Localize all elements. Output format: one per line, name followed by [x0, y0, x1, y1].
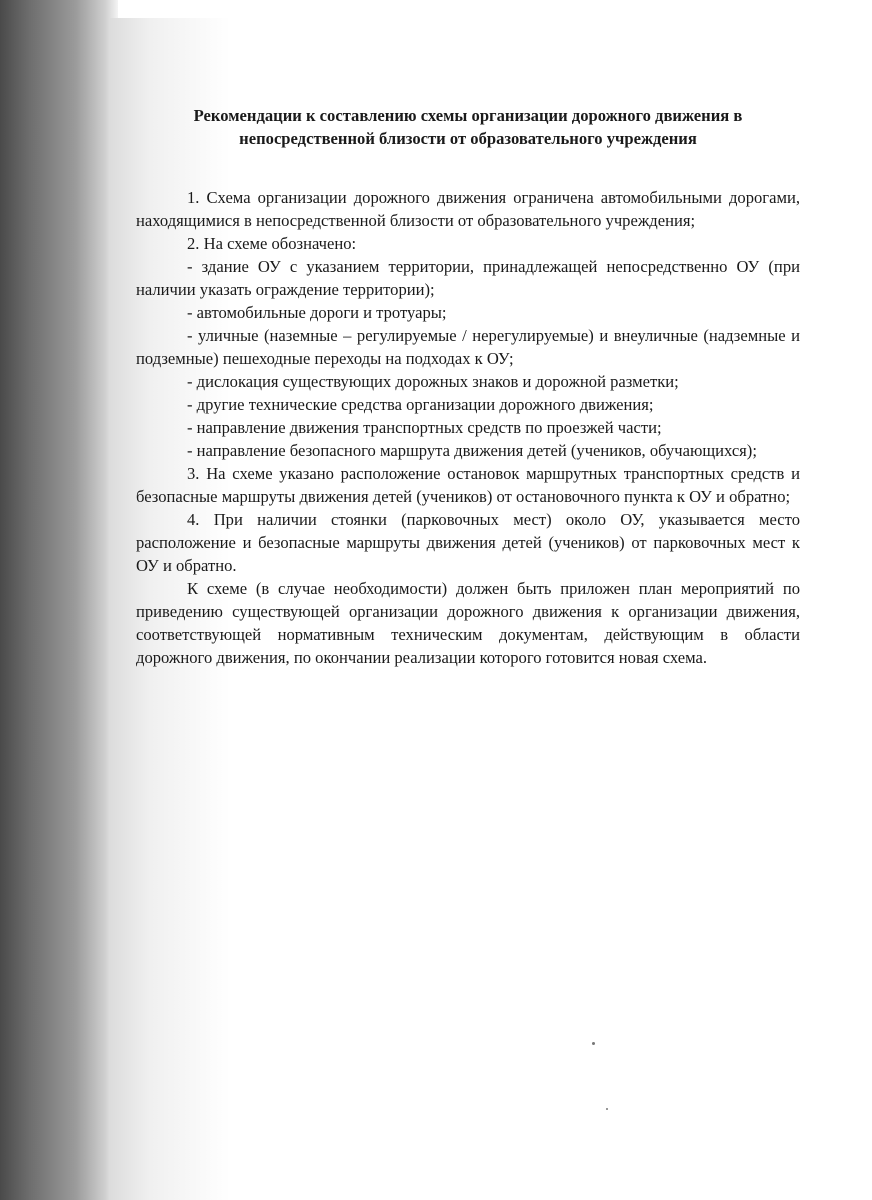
paragraph-2: 2. На схеме обозначено:: [187, 234, 357, 253]
list-item-traffic-direction: - направление движения транспортных средств по проезжей части;: [187, 418, 662, 437]
list-item-building: - здание ОУ с указанием территории, принадлежащей непосредственно ОУ (при наличии указать ограждение территории);: [136, 257, 800, 299]
list-item-signs: - дислокация существующих дорожных знаков и дорожной разметки;: [187, 372, 679, 391]
document-title: [136, 104, 800, 150]
scanner-edge: [0, 0, 118, 1200]
paragraph-5: К схеме (в случае необходимости) должен быть приложен план мероприятий по приведению существующей организации дорожного движения к организации движения, соответствующей нормативным техническим документам, действующим в области дорожного движения, по окончании реализации которого готовится новая схема.: [136, 579, 800, 667]
scan-speck: [592, 1042, 595, 1045]
paragraph-3: 3. На схеме указано расположение остановок маршрутных транспортных средств и безопасные маршруты движения детей (учеников) от остановочного пункта к ОУ и обратно;: [136, 464, 800, 506]
title-line-1: Рекомендации к составлению схемы организации дорожного движения в: [193, 106, 743, 125]
document-page: [136, 104, 800, 669]
scan-speck: [606, 1108, 608, 1110]
list-item-crossings: - уличные (наземные – регулируемые / нерегулируемые) и внеуличные (надземные и подземные) пешеходные переходы на подходах к ОУ;: [136, 326, 800, 368]
title-line-2: непосредственной близости от образовательного учреждения: [239, 129, 697, 148]
list-item-other-means: - другие технические средства организации дорожного движения;: [187, 395, 654, 414]
paragraph-4: 4. При наличии стоянки (парковочных мест) около ОУ, указывается место расположение и безопасные маршруты движения детей (учеников) от парковочных мест к ОУ и обратно.: [136, 510, 800, 575]
list-item-safe-route: - направление безопасного маршрута движения детей (учеников, обучающихся);: [187, 441, 757, 460]
paragraph-1: 1. Схема организации дорожного движения ограничена автомобильными дорогами, находящимися в непосредственной близости от образовательного учреждения;: [136, 188, 800, 230]
list-item-roads: - автомобильные дороги и тротуары;: [187, 303, 447, 322]
